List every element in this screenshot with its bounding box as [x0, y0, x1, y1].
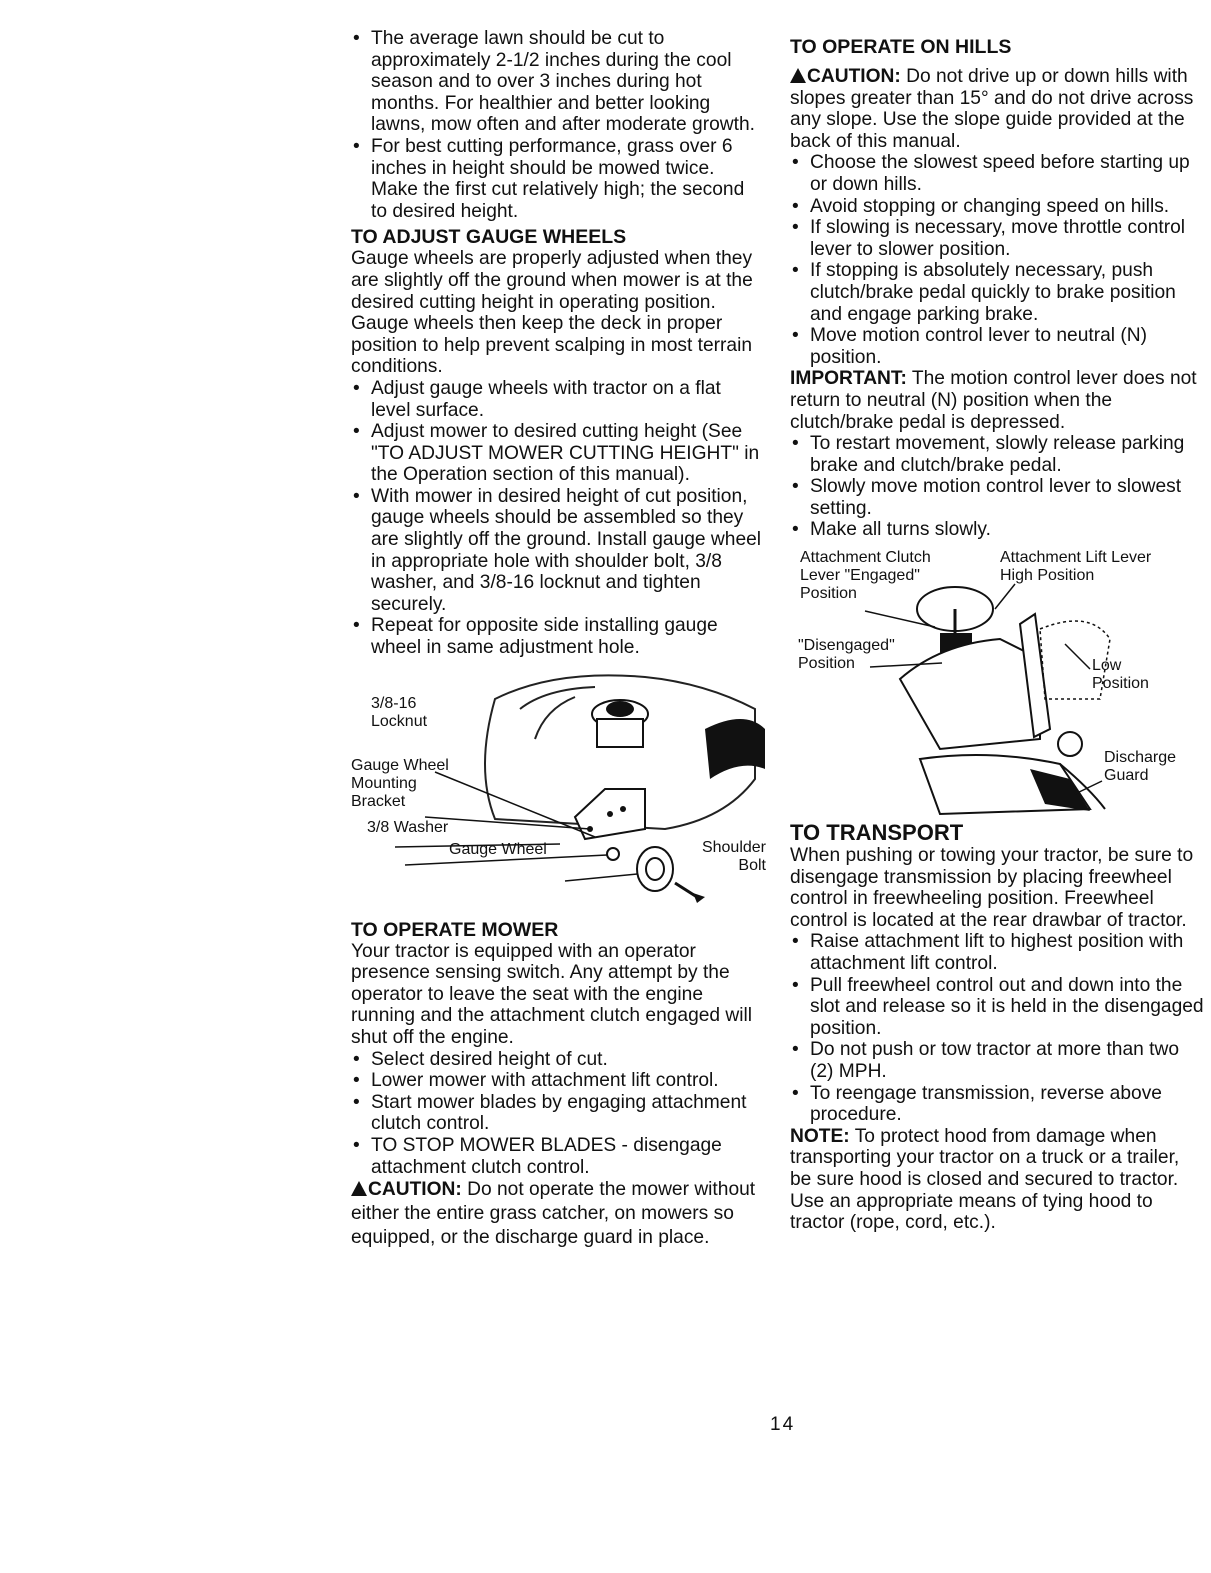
left-column: [351, 28, 766, 1250]
list-item: • To reengage transmission, reverse above procedure.: [790, 1083, 1204, 1126]
list-item: • If stopping is absolutely necessary, push clutch/brake pedal quickly to brake position and engage parking brake.: [790, 260, 1204, 325]
label-washer: 3/8 Washer: [367, 818, 449, 836]
list-item: • Move motion control lever to neutral (N) position.: [790, 325, 1204, 368]
label-lift-high: Attachment Lift Lever High Position: [1000, 549, 1152, 585]
label-discharge-guard: Discharge Guard: [1104, 749, 1177, 785]
list-item: • Raise attachment lift to highest position with attachment lift control.: [790, 931, 1204, 974]
warning-icon: [790, 68, 806, 83]
list-item: • Repeat for opposite side installing gauge wheel in same adjustment hole.: [351, 615, 763, 658]
list-item: • If slowing is necessary, move throttle control lever to slower position.: [790, 217, 1204, 260]
gauge-wheels-heading: TO ADJUST GAUGE WHEELS: [351, 226, 627, 249]
transport-heading: TO TRANSPORT: [790, 820, 964, 846]
label-shoulder-bolt: Shoulder Bolt: [701, 838, 766, 874]
restart-steps: [790, 433, 1204, 541]
list-item: • Choose the slowest speed before starting up or down hills.: [790, 152, 1204, 195]
list-item: • With mower in desired height of cut position, gauge wheels should be assembled so they are slightly off the ground. Install gauge wheel in appropriate hole with shoulder bolt, 3/8 washer, and 3/8-16 locknut and tighten securely.: [351, 486, 763, 616]
mowing-tips-list: [351, 28, 763, 222]
list-item: • Slowly move motion control lever to slowest setting.: [790, 476, 1204, 519]
list-item: • Pull freewheel control out and down into the slot and release so it is held in the disengaged position.: [790, 975, 1204, 1040]
list-item: • Select desired height of cut.: [351, 1049, 763, 1071]
operate-mower-heading: TO OPERATE MOWER: [351, 918, 559, 941]
label-clutch-disengaged: "Disengaged" Position: [798, 637, 895, 673]
gauge-wheel-figure: [345, 669, 766, 915]
gauge-wheels-steps: [351, 378, 763, 659]
list-item: • Adjust gauge wheels with tractor on a flat level surface.: [351, 378, 763, 421]
list-item: • To restart movement, slowly release parking brake and clutch/brake pedal.: [790, 433, 1204, 476]
tractor-controls-figure: [790, 549, 1204, 821]
transport-note: NOTE: To protect hood from damage when transporting your tractor on a truck or a trailer, be sure hood is closed and secured to tractor. Use an appropriate means of tying hood to tractor (rope, cord, etc.).: [790, 1125, 1180, 1234]
label-gauge-wheel: Gauge Wheel: [449, 840, 547, 858]
transport-steps: [790, 931, 1204, 1125]
list-item: • TO STOP MOWER BLADES - disengage attachment clutch control.: [351, 1135, 763, 1178]
list-item: • Lower mower with attachment lift control.: [351, 1070, 763, 1092]
hills-heading: TO OPERATE ON HILLS: [790, 36, 1012, 58]
label-locknut: 3/8-16 Locknut: [371, 694, 428, 730]
label-lift-low: Low Position: [1092, 657, 1149, 693]
operate-mower-intro: Your tractor is equipped with an operator presence sensing switch. Any attempt by the operator to leave the seat with the engine running and the attachment clutch engaged will shut off the engine.: [351, 940, 753, 1048]
right-column: [790, 36, 1204, 1234]
list-item: • Avoid stopping or changing speed on hills.: [790, 196, 1204, 218]
list-item: • The average lawn should be cut to approximately 2-1/2 inches during the cool season and to over 3 inches during hot months. For healthier and better looking lawns, mow often and after moderate growth.: [351, 28, 763, 136]
list-item: • For best cutting performance, grass over 6 inches in height should be mowed twice. Make the first cut relatively high; the second to desired height.: [351, 136, 763, 222]
gauge-wheels-intro: Gauge wheels are properly adjusted when they are slightly off the ground when mower is at the desired cutting height in operating position. Gauge wheels then keep the deck in proper position to help prevent scalping in most terrain conditions.: [351, 248, 753, 378]
list-item: • Make all turns slowly.: [790, 519, 1204, 541]
hills-steps: [790, 152, 1204, 368]
hills-caution: CAUTION: Do not drive up or down hills with slopes greater than 15° and do not drive across any slope. Use the slope guide provided at the back of this manual.: [790, 66, 1194, 152]
important-note: IMPORTANT: The motion control lever does not return to neutral (N) position when the clutch/brake pedal is depressed.: [790, 368, 1197, 433]
list-item: • Adjust mower to desired cutting height (See "TO ADJUST MOWER CUTTING HEIGHT" in the Operation section of this manual).: [351, 421, 763, 486]
page-number: 14: [770, 1414, 796, 1435]
mower-caution: CAUTION: Do not operate the mower without either the entire grass catcher, on mowers so equipped, or the discharge guard in place.: [351, 1179, 756, 1249]
warning-icon: [351, 1181, 367, 1196]
label-mounting-bracket: Gauge Wheel Mounting Bracket: [351, 756, 449, 810]
transport-intro: When pushing or towing your tractor, be sure to disengage transmission by placing freewheel control in freewheeling position. Freewheel control is located at the rear drawbar of tractor.: [790, 845, 1194, 931]
label-clutch-engaged: Attachment Clutch Lever "Engaged" Position: [800, 549, 931, 603]
list-item: • Start mower blades by engaging attachment clutch control.: [351, 1092, 763, 1135]
list-item: • Do not push or tow tractor at more than two (2) MPH.: [790, 1039, 1204, 1082]
operate-mower-steps: [351, 1049, 763, 1179]
